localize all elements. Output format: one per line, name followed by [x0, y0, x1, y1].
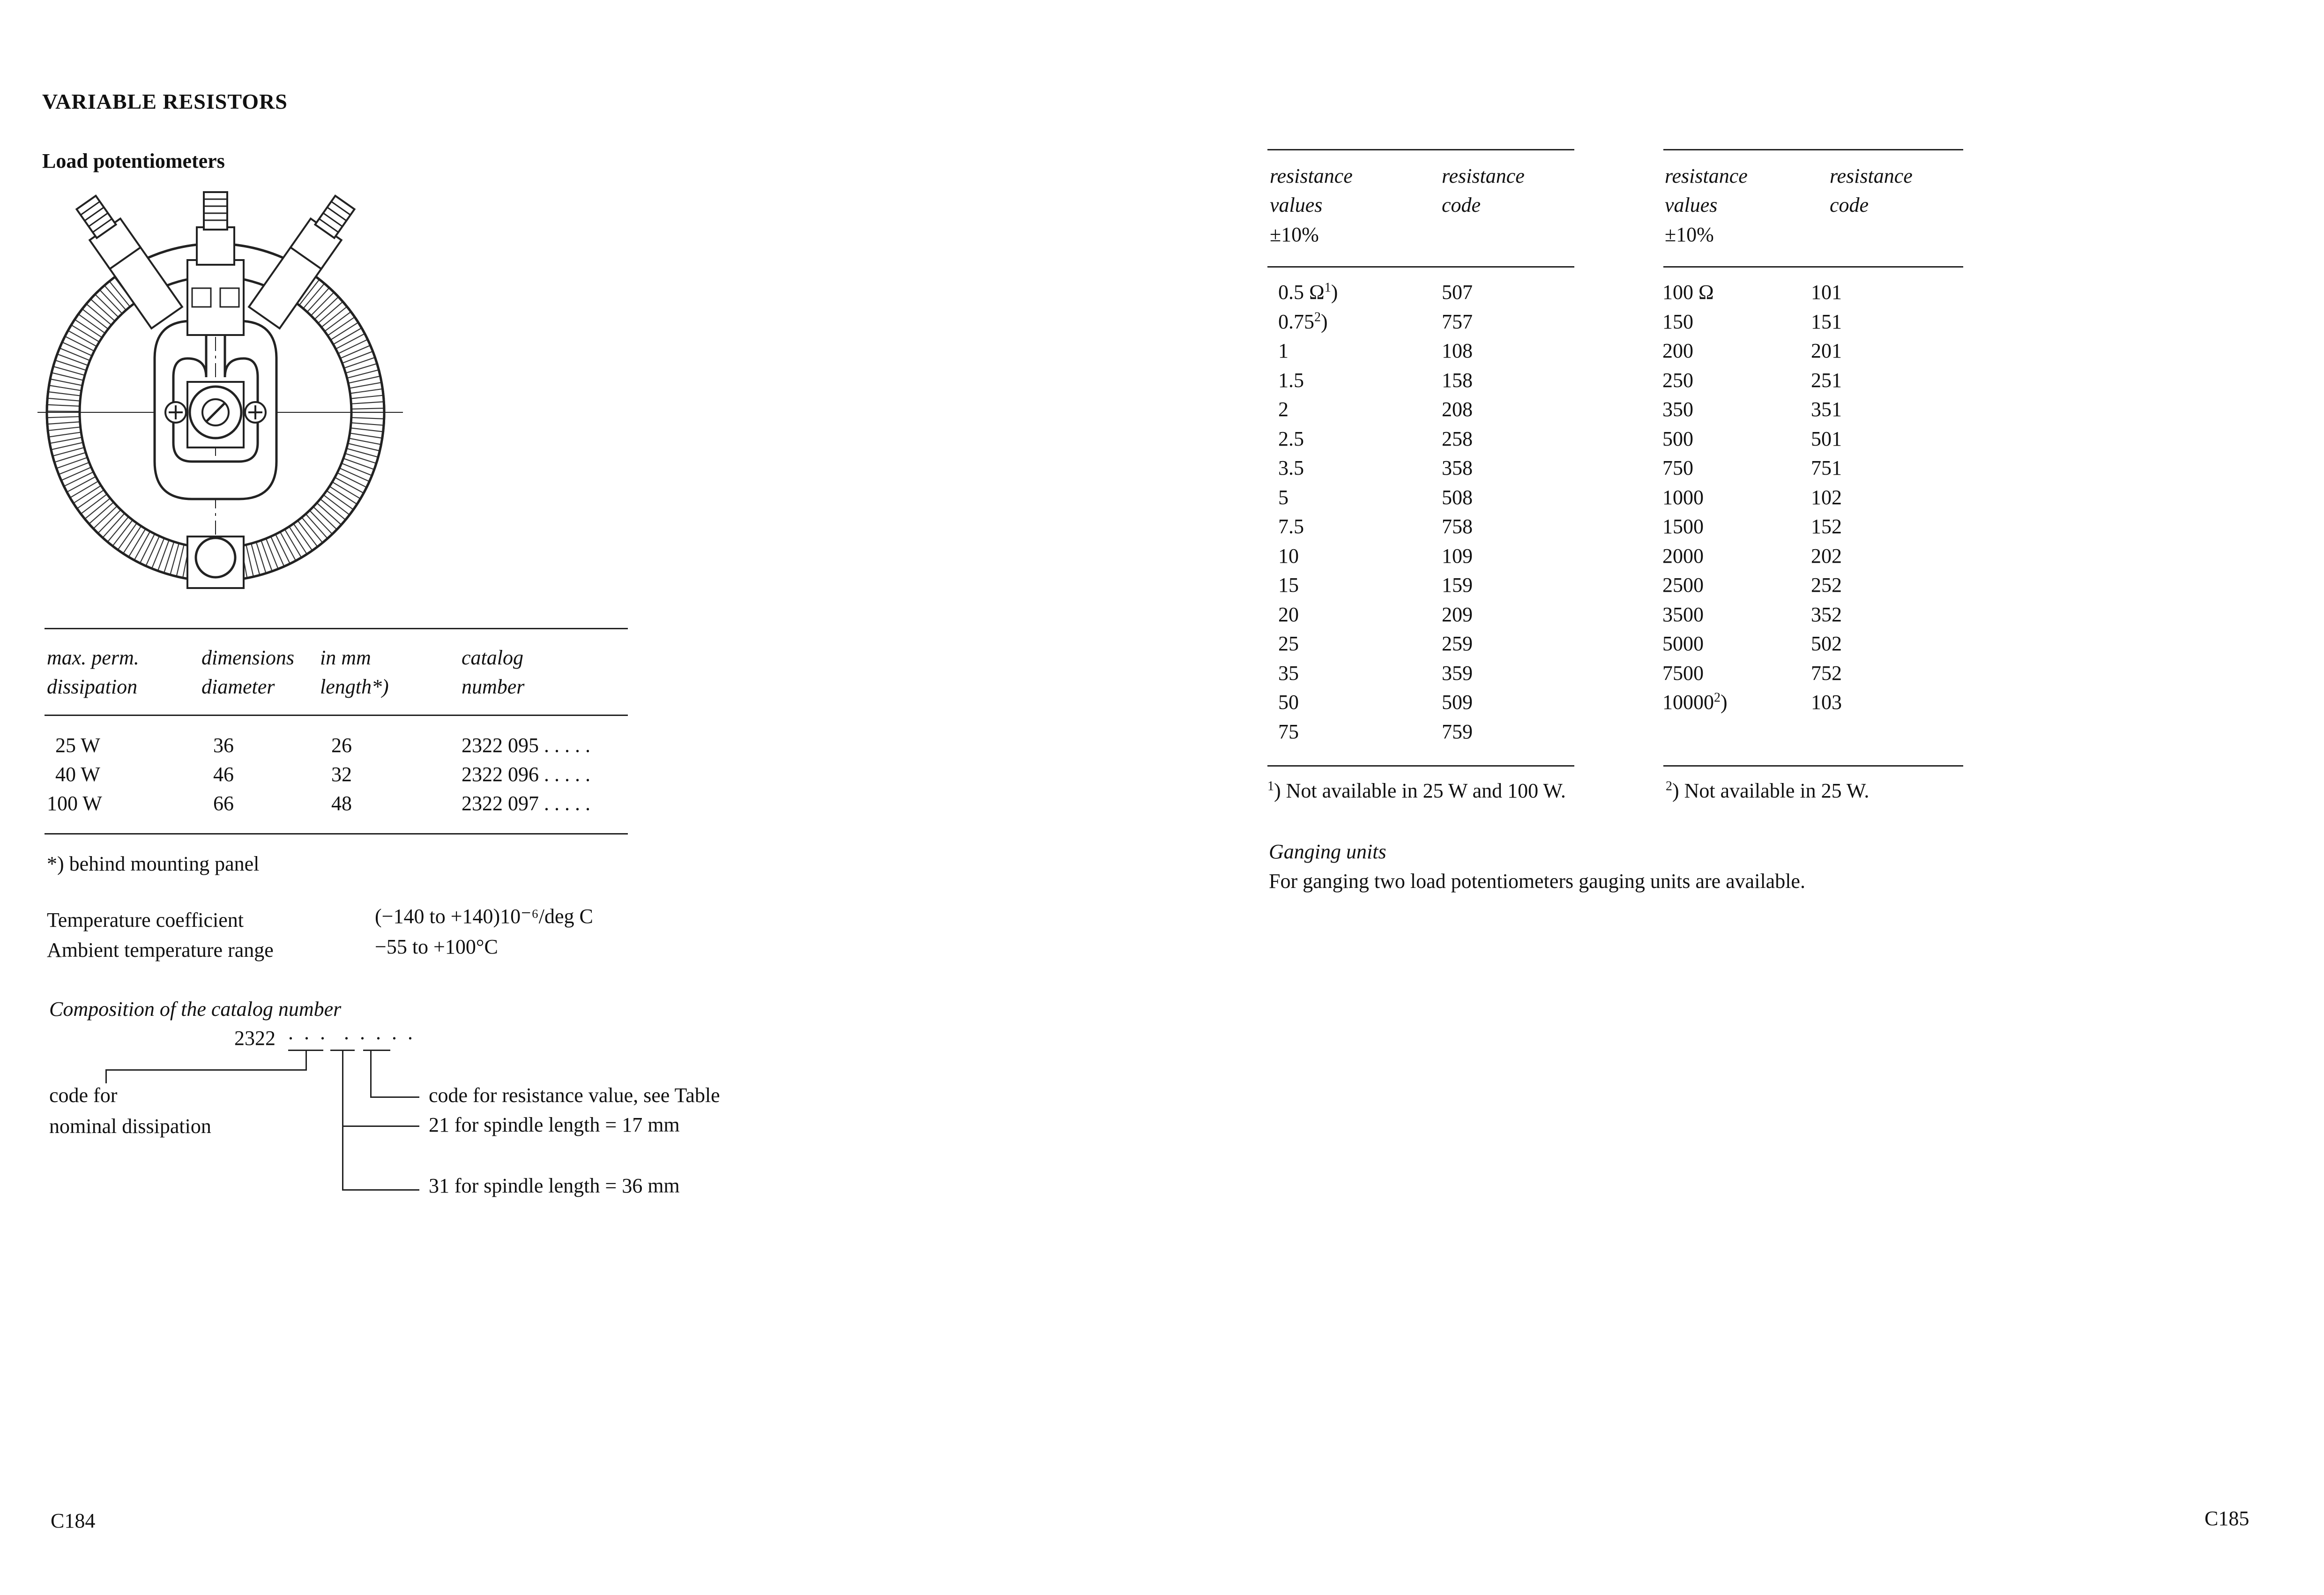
resistance-code-cell: 352 [1811, 603, 1842, 626]
table2-bottom-rule [1663, 765, 1963, 767]
table1-bottom-rule [1267, 765, 1574, 767]
resistance-value-cell: 3.5 [1278, 456, 1304, 479]
code-for-label: code for [49, 1084, 118, 1107]
resistance-value-cell: 250 [1662, 368, 1693, 392]
resistance-value-cell: 5 [1278, 485, 1289, 509]
resistance-value-cell: 7500 [1662, 661, 1704, 685]
ambient-label: Ambient temperature range [47, 939, 274, 961]
bracket-line [342, 1125, 419, 1127]
table-row-dissipation: 100 W [47, 792, 102, 815]
composition-number: 2322 [234, 1027, 276, 1050]
resistance-value-cell: 200 [1662, 339, 1693, 362]
resistance-code-cell: 259 [1442, 632, 1473, 655]
table-row-length: 32 [331, 763, 352, 786]
page-number-right: C185 [2205, 1507, 2250, 1530]
resistance-value-cell: 1.5 [1278, 368, 1304, 392]
bracket-line [370, 1050, 372, 1096]
bracket-line [370, 1096, 419, 1098]
resistance-value-cell: 2500 [1662, 574, 1704, 596]
table-row-length: 48 [331, 792, 352, 815]
resistance-code-cell: 757 [1442, 310, 1473, 333]
resistance-value-cell: 350 [1662, 398, 1693, 421]
resistance-value-cell: 0.5 $\Omega^1$) [1278, 280, 1338, 304]
resistance-code-cell: 502 [1811, 632, 1842, 655]
table1-header-rule [1267, 266, 1574, 268]
resistance-code-cell: 151 [1811, 310, 1842, 333]
resistance-code-cell: 751 [1811, 456, 1842, 479]
col-header-diameter: diameter [201, 675, 275, 698]
table2-header-values-2: values [1665, 194, 1718, 216]
bracket-line [342, 1050, 343, 1189]
subheading: Load potentiometers [42, 149, 225, 172]
table-top-rule [45, 628, 628, 629]
resistance-code-cell: 103 [1811, 691, 1842, 714]
resistance-code-cell: 202 [1811, 544, 1842, 567]
resistance-value-cell: 10000$^2$) [1662, 690, 1728, 714]
resistance-code-cell: 108 [1442, 339, 1473, 362]
resistance-code-cell: 359 [1442, 661, 1473, 685]
table-row-diameter: 66 [213, 792, 234, 815]
bracket-line [305, 1050, 307, 1069]
resistance-value-cell: 750 [1662, 456, 1693, 479]
ambient-value: −55 to +100°C [375, 935, 498, 958]
page-number-left: C184 [51, 1509, 96, 1532]
table2-header-values-3: ±10% [1665, 223, 1714, 246]
resistance-value-cell: 500 [1662, 427, 1693, 450]
col-header-dimensions: dimensions [201, 646, 294, 669]
code-resistance-label: code for resistance value, see Table [429, 1084, 720, 1107]
nominal-dissipation-label: nominal dissipation [49, 1115, 211, 1138]
resistance-code-cell: 209 [1442, 603, 1473, 626]
resistance-value-cell: 15 [1278, 574, 1299, 596]
resistance-code-cell: 208 [1442, 398, 1473, 421]
resistance-value-cell: 2 [1278, 398, 1289, 421]
table1-header-values-1: resistance [1270, 164, 1353, 187]
resistance-code-cell: 159 [1442, 574, 1473, 596]
resistance-value-cell: 7.5 [1278, 515, 1304, 538]
resistance-code-cell: 501 [1811, 427, 1842, 450]
resistance-code-cell: 109 [1442, 544, 1473, 567]
table-row-dissipation: 25 W [55, 734, 100, 757]
resistance-code-cell: 258 [1442, 427, 1473, 450]
bracket-line [363, 1050, 390, 1051]
resistance-code-cell: 101 [1811, 281, 1842, 304]
composition-dots: . . . . . . . . [288, 1021, 416, 1044]
resistance-code-cell: 752 [1811, 661, 1842, 685]
resistance-code-cell: 759 [1442, 720, 1473, 743]
resistance-value-cell: 2000 [1662, 544, 1704, 567]
bracket-line [342, 1189, 419, 1191]
resistance-code-cell: 358 [1442, 456, 1473, 479]
table-row-length: 26 [331, 734, 352, 757]
resistance-value-cell: 100 Ω [1662, 281, 1714, 304]
resistance-code-cell: 102 [1811, 485, 1842, 509]
resistance-value-cell: 75 [1278, 720, 1299, 743]
footnote-marker: 2 [1314, 309, 1321, 324]
col-header-in-mm: in mm [320, 646, 371, 669]
table1-top-rule [1267, 149, 1574, 150]
composition-title: Composition of the catalog number [49, 998, 342, 1021]
resistance-code-cell: 152 [1811, 515, 1842, 538]
footnote-marker: 2 [1714, 690, 1721, 705]
table-row-catalog: 2322 095 . . . . . [462, 734, 590, 757]
resistance-value-cell: 0.75$^2$) [1278, 309, 1328, 333]
table2-header-rule [1663, 266, 1963, 268]
resistance-value-cell: 5000 [1662, 632, 1704, 655]
ganging-text: For ganging two load potentiometers gauging units are available. [1269, 870, 1805, 893]
footnote: *) behind mounting panel [47, 852, 260, 875]
resistance-code-cell: 508 [1442, 485, 1473, 509]
resistance-code-cell: 251 [1811, 368, 1842, 392]
table-row-catalog: 2322 096 . . . . . [462, 763, 590, 786]
resistance-value-cell: 20 [1278, 603, 1299, 626]
resistance-code-cell: 201 [1811, 339, 1842, 362]
resistance-value-cell: 35 [1278, 661, 1299, 685]
resistance-code-cell: 158 [1442, 368, 1473, 392]
table1-header-code-2: code [1442, 194, 1481, 216]
table-header-rule [45, 715, 628, 716]
table-bottom-rule [45, 833, 628, 835]
resistance-code-cell: 252 [1811, 574, 1842, 596]
col-header-dissipation-1: max. perm. [47, 646, 139, 669]
note-2: $^2$) Not available in 25 W. [1666, 779, 1870, 802]
table1-header-values-3: ±10% [1270, 223, 1319, 246]
table-row-catalog: 2322 097 . . . . . [462, 792, 590, 815]
resistance-value-cell: 10 [1278, 544, 1299, 567]
col-header-dissipation-2: dissipation [47, 675, 138, 698]
col-header-catalog-2: number [462, 675, 525, 698]
table-row-dissipation: 40 W [55, 763, 100, 786]
resistance-value-cell: 2.5 [1278, 427, 1304, 450]
table1-header-values-2: values [1270, 194, 1323, 216]
resistance-code-cell: 507 [1442, 281, 1473, 304]
resistance-value-cell: 150 [1662, 310, 1693, 333]
table2-top-rule [1663, 149, 1963, 150]
resistance-value-cell: 3500 [1662, 603, 1704, 626]
resistance-code-cell: 509 [1442, 691, 1473, 714]
note-1: $^1$) Not available in 25 W and 100 W. [1267, 779, 1566, 802]
table-row-diameter: 46 [213, 763, 234, 786]
col-header-catalog-1: catalog [462, 646, 523, 669]
col-header-length: length*) [320, 675, 389, 698]
resistance-code-cell: 351 [1811, 398, 1842, 421]
resistance-code-cell: 758 [1442, 515, 1473, 538]
footnote-marker: 1 [1324, 280, 1331, 295]
resistance-value-cell: 25 [1278, 632, 1299, 655]
spindle-36-label: 31 for spindle length = 36 mm [429, 1174, 680, 1197]
table2-header-values-1: resistance [1665, 164, 1748, 187]
table1-header-code-1: resistance [1442, 164, 1525, 187]
spindle-17-label: 21 for spindle length = 17 mm [429, 1113, 680, 1136]
temp-coeff-label: Temperature coefficient [47, 909, 244, 932]
bracket-line [105, 1069, 307, 1071]
table-row-diameter: 36 [213, 734, 234, 757]
section-heading: VARIABLE RESISTORS [42, 89, 288, 113]
load-potentiometer-drawing-icon [37, 180, 412, 593]
table2-header-code-1: resistance [1830, 164, 1913, 187]
table2-header-code-2: code [1830, 194, 1869, 216]
resistance-value-cell: 50 [1278, 691, 1299, 714]
resistance-value-cell: 1000 [1662, 485, 1704, 509]
resistance-value-cell: 1500 [1662, 515, 1704, 538]
ganging-title: Ganging units [1269, 840, 1386, 863]
temp-coeff-value: (−140 to +140)10⁻⁶/deg C [375, 905, 593, 928]
resistance-value-cell: 1 [1278, 339, 1289, 362]
bracket-line [105, 1069, 107, 1083]
